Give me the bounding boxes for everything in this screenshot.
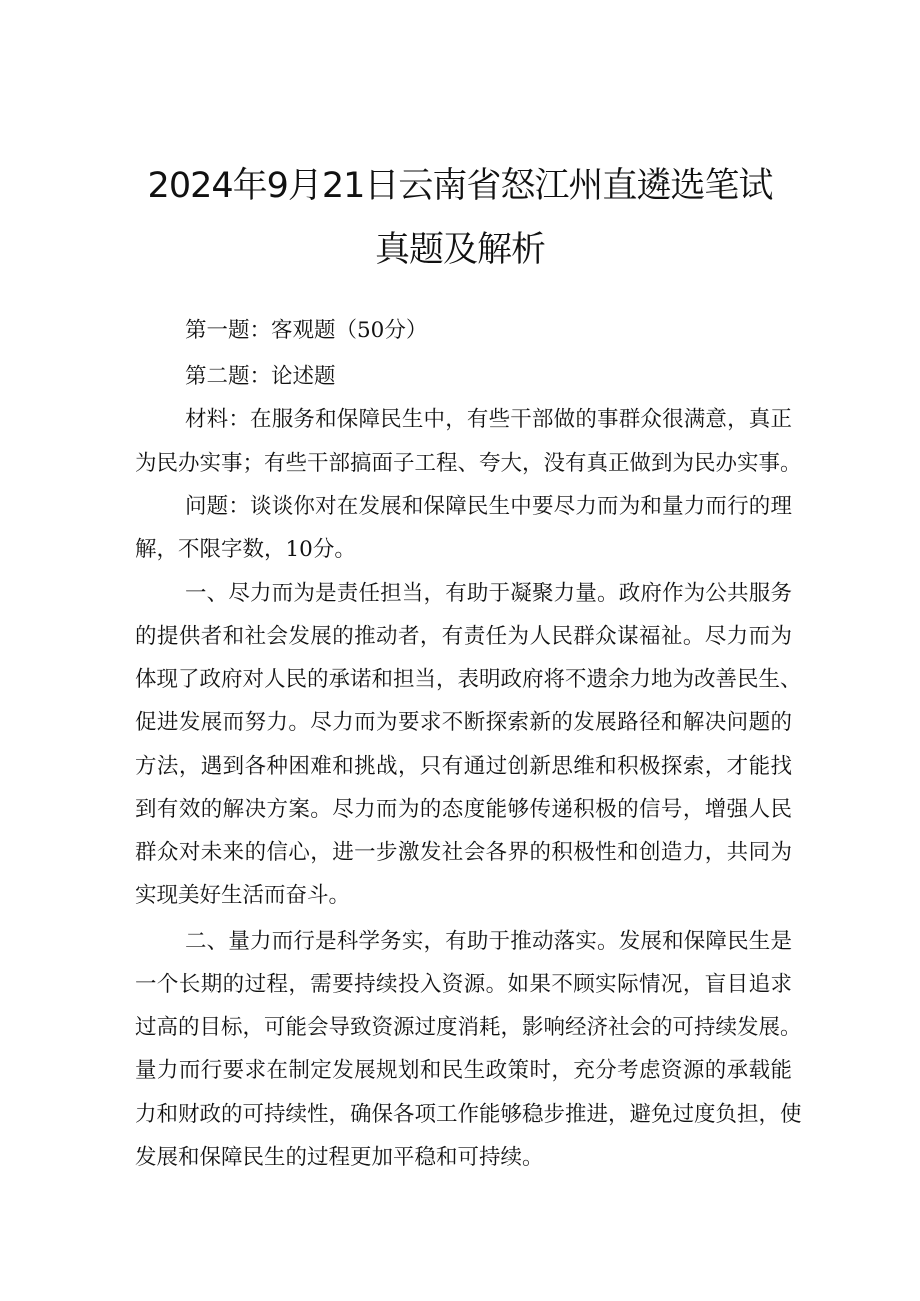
point2-line: 一个长期的过程，需要持续投入资源。如果不顾实际情况，盲目追求 — [135, 972, 792, 997]
document-title-line-1: 2024年9月21日云南省怒江州直遴选笔试 — [147, 166, 773, 206]
point1-line: 群众对未来的信心，进一步激发社会各界的积极性和创造力，共同为 — [135, 840, 792, 865]
point1-line: 方法，遇到各种困难和挑战，只有通过创新思维和积极探索，才能找 — [135, 754, 792, 779]
point2-line: 发展和保障民生的过程更加平稳和可持续。 — [135, 1145, 544, 1170]
point2-line: 二、量力而行是科学务实，有助于推动落实。发展和保障民生是 — [185, 929, 792, 954]
point1-line: 实现美好生活而奋斗。 — [135, 883, 351, 908]
section-heading-q2: 第二题：论述题 — [185, 364, 336, 389]
point1-line: 促进发展而努力。尽力而为要求不断探索新的发展路径和解决问题的 — [135, 710, 792, 735]
point1-line: 体现了政府对人民的承诺和担当，表明政府将不遗余力地为改善民生、 — [135, 667, 802, 692]
point1-line: 一、尽力而为是责任担当，有助于凝聚力量。政府作为公共服务 — [185, 581, 792, 606]
point1-line: 的提供者和社会发展的推动者，有责任为人民群众谋福祉。尽力而为 — [135, 624, 792, 649]
question-line: 问题：谈谈你对在发展和保障民生中要尽力而为和量力而行的理 — [185, 494, 792, 519]
point2-line: 力和财政的可持续性，确保各项工作能够稳步推进，避免过度负担，使 — [135, 1102, 802, 1127]
point2-line: 过高的目标，可能会导致资源过度消耗，影响经济社会的可持续发展。 — [135, 1015, 802, 1040]
point1-line: 到有效的解决方案。尽力而为的态度能够传递积极的信号，增强人民 — [135, 797, 792, 822]
document-title-line-2: 真题及解析 — [374, 230, 545, 270]
point2-line: 量力而行要求在制定发展规划和民生政策时，充分考虑资源的承载能 — [135, 1058, 792, 1083]
material-line: 为民办实事；有些干部搞面子工程、夸大，没有真正做到为民办实事。 — [135, 451, 802, 476]
section-heading-q1: 第一题：客观题（50分） — [185, 318, 428, 343]
question-line: 解，不限字数，10分。 — [135, 537, 356, 562]
material-line: 材料：在服务和保障民生中，有些干部做的事群众很满意，真正 — [185, 407, 792, 432]
